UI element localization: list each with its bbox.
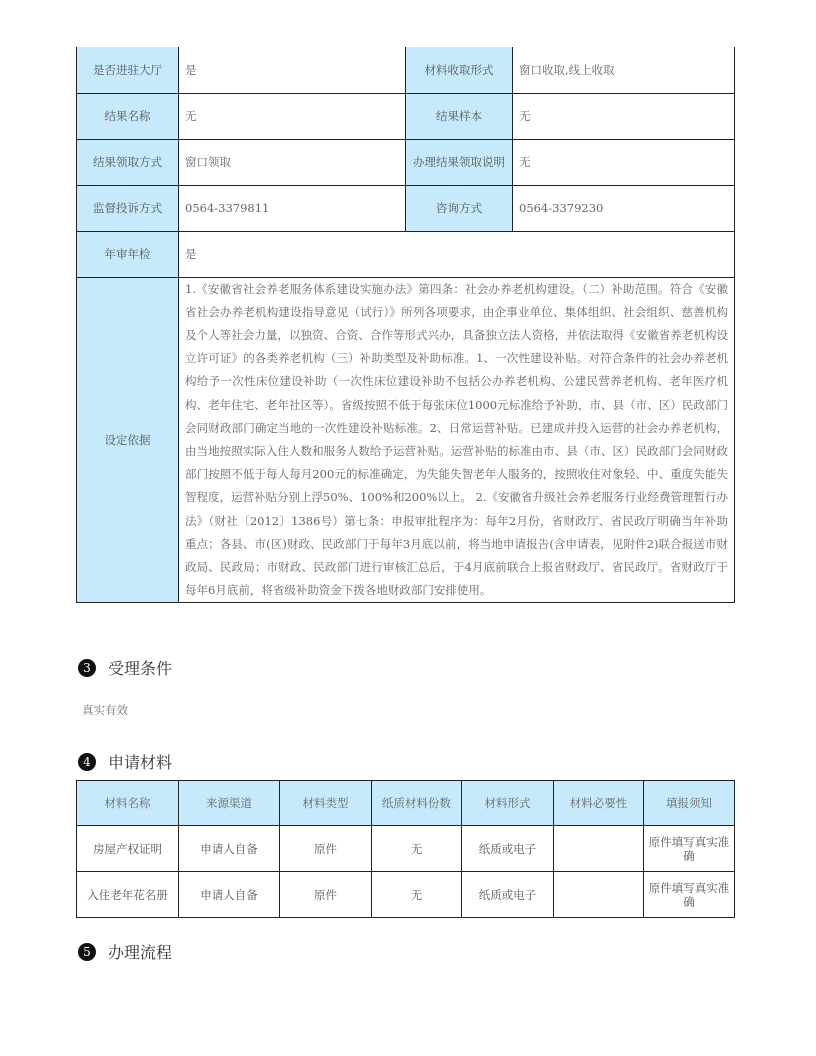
section-heading-process [78, 940, 172, 963]
material-type: 原件 [280, 872, 372, 918]
section-heading-materials [78, 750, 172, 773]
number-3-icon: 3 [78, 659, 96, 677]
info-row [77, 185, 735, 231]
info-value: 0564-3379230 [513, 185, 735, 231]
material-source: 申请人自备 [179, 872, 280, 918]
material-note: 原件填写真实准确 [644, 872, 735, 918]
info-row [77, 47, 735, 93]
materials-header-row [77, 781, 735, 826]
info-label: 咨询方式 [406, 185, 513, 231]
column-header: 来源渠道 [179, 781, 280, 826]
annual-check-row [77, 231, 735, 277]
info-row [77, 93, 735, 139]
material-copies: 无 [372, 826, 462, 872]
material-necessity [554, 872, 644, 918]
material-name: 房屋产权证明 [77, 826, 179, 872]
column-header: 纸质材料份数 [372, 781, 462, 826]
info-table [76, 47, 735, 603]
section-title: 办理流程 [108, 943, 173, 962]
column-header: 材料名称 [77, 781, 179, 826]
column-header: 材料类型 [280, 781, 372, 826]
info-label: 结果名称 [77, 93, 179, 139]
column-header: 材料必要性 [554, 781, 644, 826]
material-source: 申请人自备 [179, 826, 280, 872]
table-row [77, 826, 735, 872]
section-title: 受理条件 [108, 659, 173, 678]
annual-check-value: 是 [179, 231, 735, 277]
info-value: 0564-3379811 [179, 185, 406, 231]
material-necessity [554, 826, 644, 872]
info-label: 是否进驻大厅 [77, 47, 179, 93]
info-value: 无 [513, 93, 735, 139]
basis-text: 1.《安徽省社会养老服务体系建设实施办法》第四条：社会办养老机构建设。（二）补助范围。符合《安徽省社会办养老机构建设指导意见（试行）》所列各项要求，由企事业单位、集体组织、社会组织、慈善机构及个人等社会力量，以独资、合资、合作等形式兴办，具备独立法人资格，并依法取得《安徽省养老机构设立许可证》的各类养老机构（三）补助类型及补助标准。1、一次性建设补贴。对符合条件的社会办养老机构给予一次性床位建设补助（一次性床位建设补助不包括公办养老机构、公建民营养老机构、老年医疗机构、老年住宅、老年社区等）。省级按照不低于每张床位1000元标准给予补助，市、县（市、区）民政部门会同财政部门确定当地的一次性建设补贴标准。2、日常运营补贴。已建成并投入运营的社会办养老机构，由当地按照实际入住人数和服务人数给予运营补贴。运营补贴的标准由市、县（市、区）民政部门会同财政部门按照不低于每人每月200元的标准确定，为失能失智老年人服务的，按照收住对象轻、中、重度失能失智程度，运营补贴分别上浮50%、100%和200%以上。 2.《安徽省升级社会养老服务行业经费管理暂行办法》（财社〔2012〕1386号）第七条：申报审批程序为：每年2月份，省财政厅、省民政厅明确当年补助重点；各县、市(区)财政、民政部门于每年3月底以前，将当地申请报告(含申请表，见附件2)联合报送市财政局、民政局；市财政、民政部门进行审核汇总后，于4月底前联合上报省财政厅、省民政厅。省财政厅于每年6月底前，将省级补助资金下拨各地财政部门安排使用。 [179, 277, 735, 603]
info-value: 窗口领取 [179, 139, 406, 185]
column-header: 填报须知 [644, 781, 735, 826]
column-header: 材料形式 [462, 781, 554, 826]
basis-label: 设定依据 [77, 277, 179, 603]
number-4-icon: 4 [78, 753, 96, 771]
info-value: 窗口收取,线上收取 [513, 47, 735, 93]
section-heading-conditions [78, 656, 172, 679]
material-name: 入住老年花名册 [77, 872, 179, 918]
number-5-icon: 5 [78, 943, 96, 961]
material-form: 纸质或电子 [462, 826, 554, 872]
annual-check-label: 年审年检 [77, 231, 179, 277]
info-row [77, 139, 735, 185]
info-label: 结果领取方式 [77, 139, 179, 185]
basis-row [77, 277, 735, 603]
material-note: 原件填写真实准确 [644, 826, 735, 872]
info-label: 结果样本 [406, 93, 513, 139]
info-label: 办理结果领取说明 [406, 139, 513, 185]
material-copies: 无 [372, 872, 462, 918]
conditions-text: 真实有效 [82, 703, 128, 717]
info-label: 材料收取形式 [406, 47, 513, 93]
info-label: 监督投诉方式 [77, 185, 179, 231]
info-value: 无 [513, 139, 735, 185]
section-title: 申请材料 [108, 753, 173, 772]
info-value: 是 [179, 47, 406, 93]
material-form: 纸质或电子 [462, 872, 554, 918]
info-value: 无 [179, 93, 406, 139]
materials-table [76, 780, 735, 918]
material-type: 原件 [280, 826, 372, 872]
table-row [77, 872, 735, 918]
